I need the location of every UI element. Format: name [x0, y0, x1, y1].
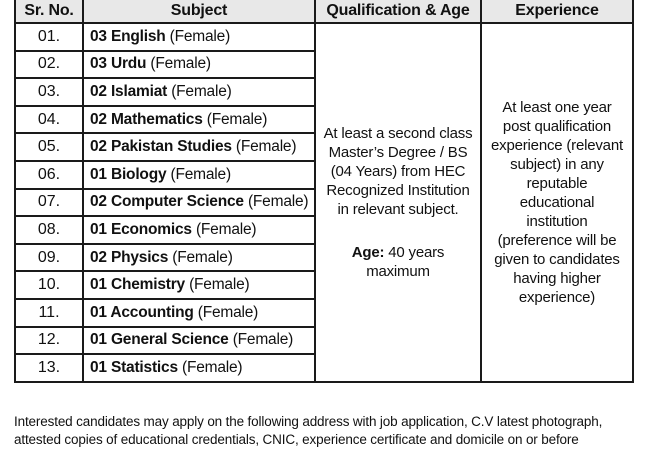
subject-cell: [83, 244, 315, 272]
subject-name: 01 Accounting: [90, 303, 194, 321]
subject-name: 01 General Science: [90, 331, 229, 349]
gender-note: (Female): [170, 165, 231, 183]
header-sr-no: Sr. No.: [15, 0, 83, 23]
subject-cell: [83, 271, 315, 299]
age-value: 40 years maximum: [366, 243, 445, 280]
subject-cell: [83, 327, 315, 355]
subject-cell: [83, 23, 315, 51]
subject-name: 01 Statistics: [90, 358, 178, 376]
subject-cell: [83, 189, 315, 217]
sr-number: 10.: [15, 271, 83, 299]
table-row: [15, 23, 633, 51]
vacancy-table: [14, 0, 634, 383]
application-instructions: [14, 413, 638, 449]
sr-number: 06.: [15, 161, 83, 189]
gender-note: (Female): [172, 248, 233, 266]
sr-number: 12.: [15, 327, 83, 355]
subject-name: 01 Chemistry: [90, 276, 185, 294]
table-header-row: [15, 0, 633, 23]
subject-cell: [83, 78, 315, 106]
sr-number: 13.: [15, 354, 83, 382]
subject-name: 02 Physics: [90, 248, 169, 266]
sr-number: 01.: [15, 23, 83, 51]
header-subject: Subject: [83, 0, 315, 23]
subject-cell: [83, 133, 315, 161]
sr-number: 05.: [15, 133, 83, 161]
gender-note: (Female): [235, 138, 297, 156]
instructions-line-2: attested copies of educational credentials, CNIC, experience certificate and domicile on or before: [14, 432, 579, 447]
gender-note: (Female): [181, 358, 243, 376]
age-requirement: [322, 243, 474, 281]
gender-note: (Female): [197, 303, 259, 321]
subject-name: 03 English: [90, 27, 166, 45]
subject-name: 02 Mathematics: [90, 110, 203, 128]
experience-text: At least one year post qualification experience (relevant subject) in any reputable educational institution (preference will be given to candidates having higher experience): [491, 98, 623, 306]
subject-name: 02 Islamiat: [90, 82, 168, 100]
sr-number: 11.: [15, 299, 83, 327]
sr-number: 03.: [15, 78, 83, 106]
gender-note: (Female): [206, 110, 268, 128]
gender-note: (Female): [169, 27, 231, 45]
sr-number: 02.: [15, 51, 83, 79]
gender-note: (Female): [247, 193, 309, 211]
subject-cell: [83, 216, 315, 244]
gender-note: (Female): [150, 55, 211, 73]
sr-number: 08.: [15, 216, 83, 244]
header-experience: Experience: [481, 0, 633, 23]
subject-name: 01 Biology: [90, 165, 167, 183]
age-label: Age:: [351, 243, 385, 261]
gender-note: (Female): [189, 276, 250, 294]
instructions-line-1: Interested candidates may apply on the following address with job application, C.V latest photograph,: [14, 414, 603, 429]
header-qualification-age: Qualification & Age: [315, 0, 481, 23]
gender-note: (Female): [232, 331, 294, 349]
sr-number: 09.: [15, 244, 83, 272]
subject-cell: [83, 51, 315, 79]
gender-note: (Female): [171, 82, 232, 100]
qualification-cell: [315, 23, 481, 382]
subject-name: 03 Urdu: [90, 55, 147, 73]
subject-cell: [83, 106, 315, 134]
sr-number: 07.: [15, 189, 83, 217]
qualification-text: At least a second class Master’s Degree / BS (04 Years) from HEC Recognized Institution in relevant subject.: [323, 124, 473, 218]
experience-cell: [481, 23, 633, 382]
sr-number: 04.: [15, 106, 83, 134]
subject-name: 01 Economics: [90, 220, 192, 238]
subject-cell: [83, 354, 315, 382]
subject-cell: [83, 161, 315, 189]
subject-cell: [83, 299, 315, 327]
subject-name: 02 Computer Science: [90, 193, 244, 211]
gender-note: (Female): [195, 220, 257, 238]
subject-name: 02 Pakistan Studies: [90, 138, 232, 156]
